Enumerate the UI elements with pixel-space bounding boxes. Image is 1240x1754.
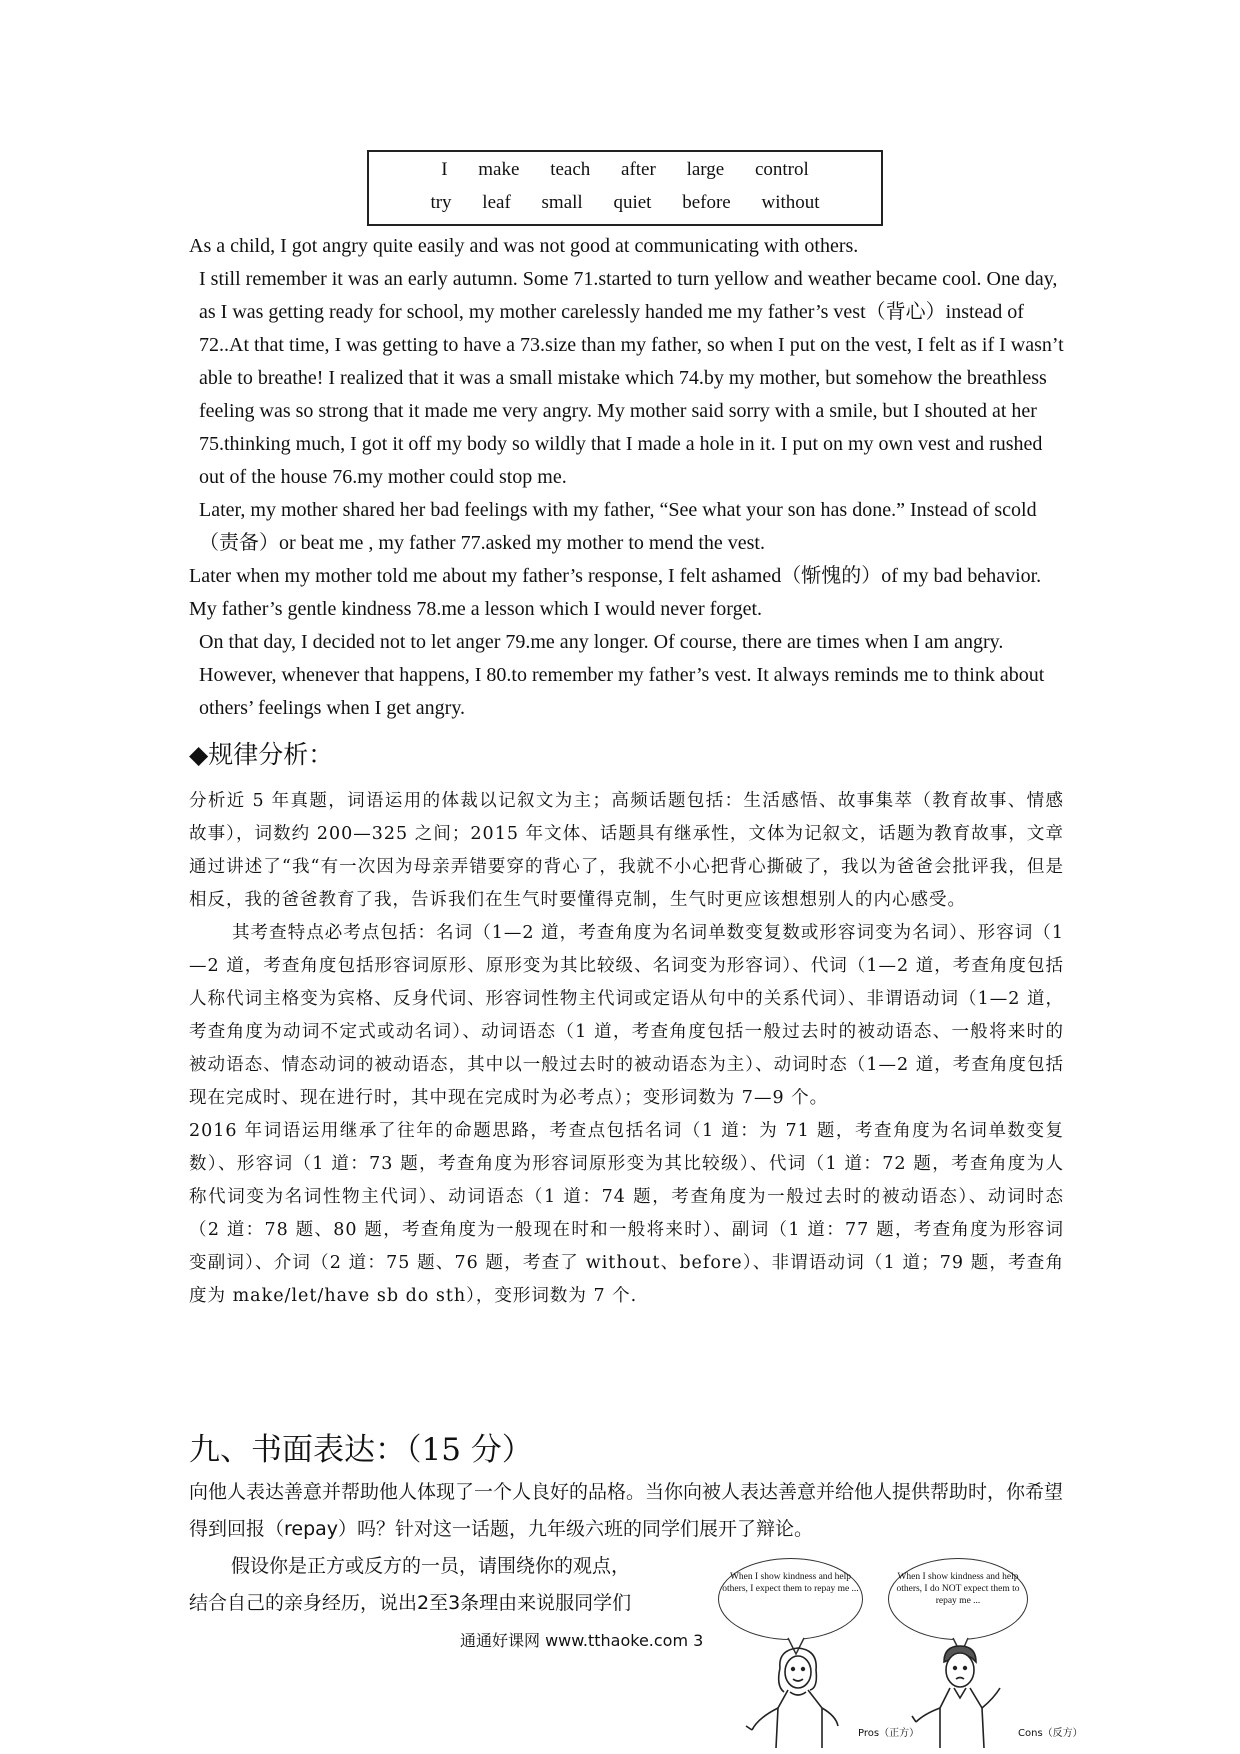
word-item: after [621, 159, 656, 180]
word-item: make [478, 159, 520, 180]
word-item: quiet [613, 192, 652, 213]
passage-paragraph: Later, my mother shared her bad feelings with my father, “See what your son has done.” Instead of scold（责备）or beat me , my father 77.asked my mother to mend the vest. [199, 499, 1037, 554]
writing-paragraph: 向他人表达善意并帮助他人体现了一个人良好的品格。当你向被人表达善意并给他人提供帮助时，你希望得到回报（repay）吗？针对这一话题，九年级六班的同学们展开了辩论。 [189, 1481, 1064, 1540]
word-item: before [682, 192, 731, 213]
word-box-row-2 [369, 192, 881, 214]
cons-speech-bubble: When I show kindness and help others, I do NOT expect them to repay me ... [888, 1558, 1028, 1640]
analysis-paragraph: 其考查特点必考点包括：名词（1—2 道，考查角度为名词单数变复数或形容词变为名词）、形容词（1—2 道，考查角度包括形容词原形、原形变为其比较级、名词变为形容词）、代词（1—2 道，考查角度包括人称代词主格变为宾格、反身代词、形容词性物主代词或定语从句中的关系代词）、非谓语动词（1—2 道，考查角度为动词不定式或动名词）、动词语态（1 道，考查角度包括一般过去时的被动语态、一般将来时的被动语态、情态动词的被动语态，其中以一般过去时的被动语态为主）、动词时态（1—2 道，考查角度包括现在完成时、现在进行时，其中现在完成时为必考点）；变形词数为 7—9 个。 [189, 923, 1064, 1108]
word-item: control [754, 159, 809, 180]
pros-speech-bubble: When I show kindness and help others, I expect them to repay me ... [718, 1558, 863, 1640]
writing-heading: 九、书面表达：（15 分） [189, 1432, 533, 1468]
word-item: I [441, 159, 448, 180]
debate-illustration [718, 1558, 1128, 1748]
word-item: leaf [482, 192, 511, 213]
reading-passage [189, 230, 1069, 725]
passage-paragraph: On that day, I decided not to let anger 79.me any longer. Of course, there are times when I am angry. However, whenever that happens, I 80.to remember my father’s vest. It always reminds me to think about others’ feelings when I get angry. [199, 631, 1045, 719]
analysis-section [189, 785, 1064, 1313]
word-item: without [761, 192, 820, 213]
passage-paragraph: I still remember it was an early autumn. Some 71.started to turn yellow and weather became cool. One day, as I was getting ready for school, my mother carelessly handed me my father’s vest（背心）instead of 72..At that time, I was getting to have a 73.size than my father, so when I put on the vest, I felt as if I wasn’t able to breathe! I realized that it was a small mistake which 74.by my mother, but somehow the breathless feeling was so strong that it made me very angry. My mother said sorry with a smile, but I shouted at her 75.thinking much, I got it off my body so wildly that I made a hole in it. I put on my own vest and rushed out of the house 76.my mother could stop me. [199, 268, 1064, 488]
word-item: small [541, 192, 583, 213]
word-item: try [430, 192, 452, 213]
word-item: teach [550, 159, 591, 180]
writing-paragraph: 假设你是正方或反方的一员，请围绕你的观点， [231, 1555, 631, 1577]
page-footer: 通通好课网 www.tthaoke.com 3 [460, 1631, 704, 1650]
writing-paragraph: 结合自己的亲身经历，说出2至3条理由来说服同学们 [189, 1592, 632, 1614]
passage-paragraph: Later when my mother told me about my father’s response, I felt ashamed（惭愧的）of my bad behavior. My father’s gentle kindness 78.me a lesson which I would never forget. [189, 565, 1042, 620]
word-box-row-1 [369, 159, 881, 181]
analysis-paragraph: 分析近 5 年真题，词语运用的体裁以记叙文为主；高频话题包括：生活感悟、故事集萃（教育故事、情感故事），词数约 200—325 之间；2015 年文体、话题具有继承性，文体为记叙文，话题为教育故事，文章通过讲述了“我“有一次因为母亲弄错要穿的背心了，我就不小心把背心撕破了，我以为爸爸会批评我，但是相反，我的爸爸教育了我，告诉我们在生气时要懂得克制，生气时更应该想想别人的内心感受。 [189, 791, 1064, 910]
analysis-paragraph: 2016 年词语运用继承了往年的命题思路，考查点包括名词（1 道：为 71 题，考查角度为名词单数变复数）、形容词（1 道：73 题，考查角度为形容词原形变为其比较级）、代词（1 道：72 题，考查角度为人称代词变为名词性物主代词）、动词语态（1 道：74 题，考查角度为一般过去时的被动语态）、动词时态（2 道：78 题、80 题，考查角度为一般现在时和一般将来时）、副词（1 道：77 题，考查角度为形容词变副词）、介词（2 道：75 题、76 题，考查了 without、before）、非谓语动词（1 道；79 题，考查角度为 make/let/have sb do sth），变形词数为 7 个. [189, 1121, 1064, 1306]
pros-label: Pros（正方） [858, 1728, 920, 1739]
word-box [367, 150, 883, 226]
word-item: large [686, 159, 725, 180]
passage-paragraph: As a child, I got angry quite easily and was not good at communicating with others. [189, 235, 859, 257]
debate-figures-icon [718, 1558, 1128, 1748]
analysis-heading: ◆规律分析： [189, 740, 334, 769]
cons-label: Cons（反方） [1018, 1728, 1083, 1739]
